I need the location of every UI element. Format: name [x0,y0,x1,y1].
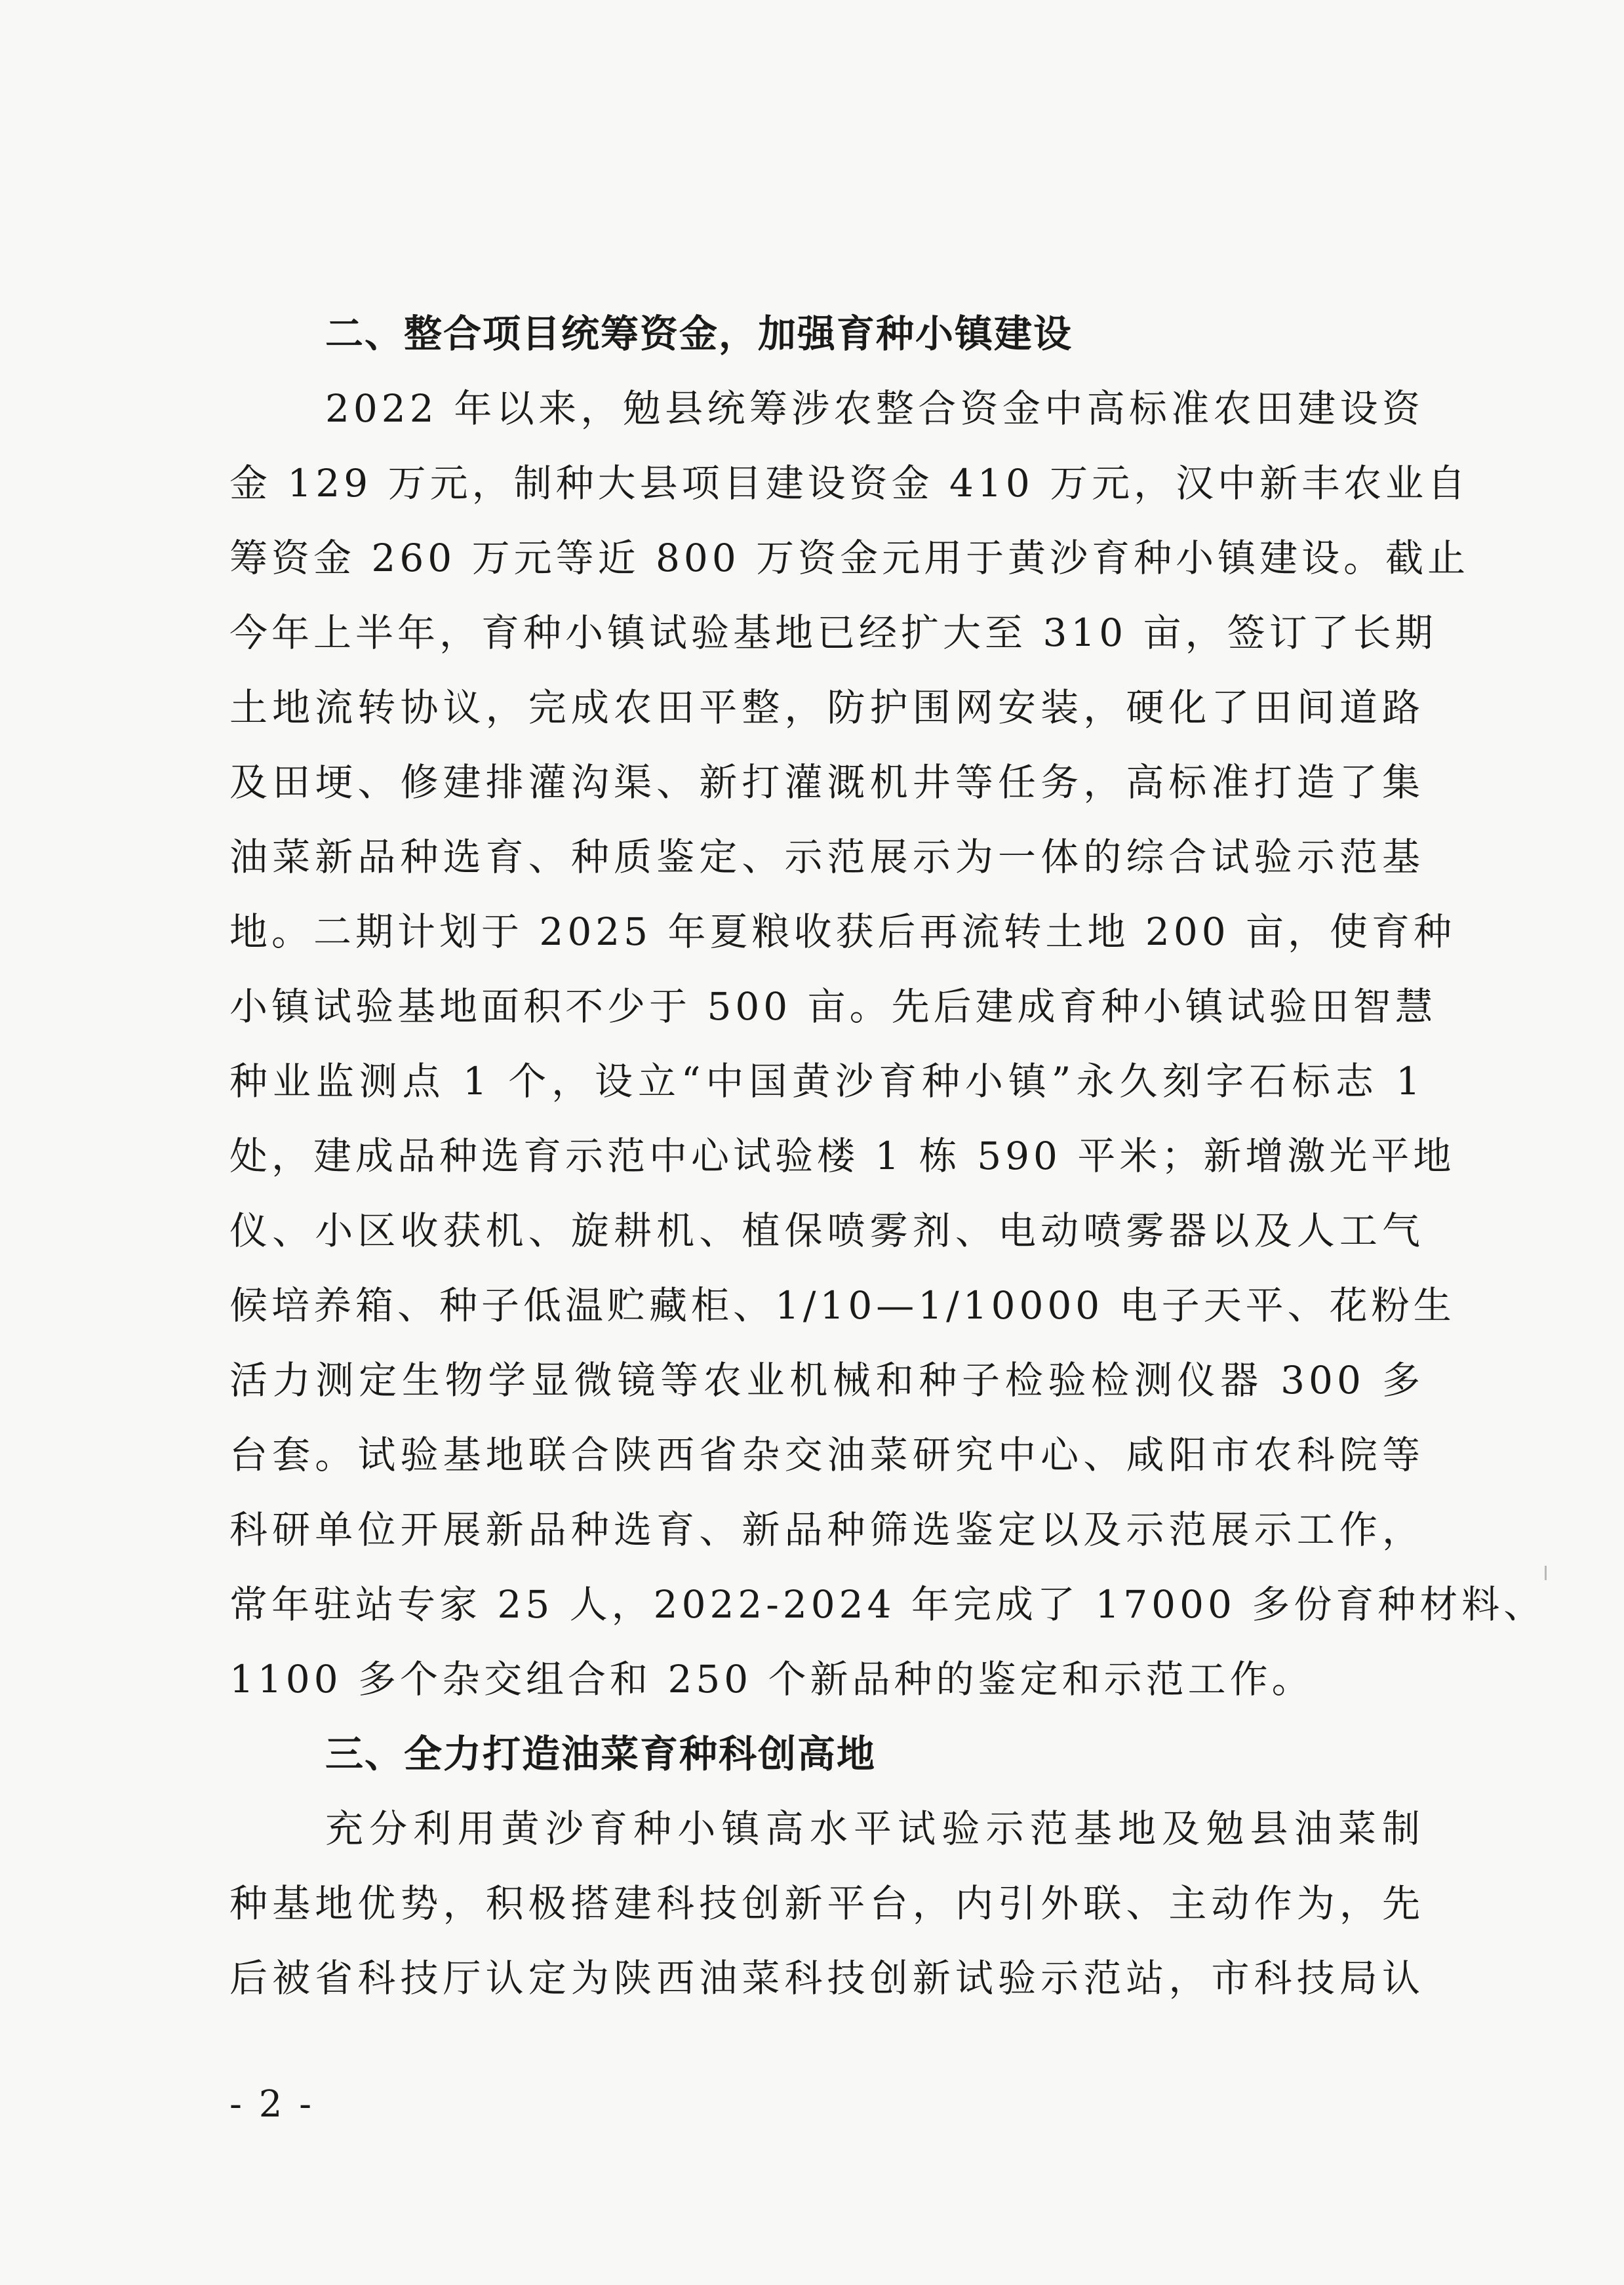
paragraph-line: 仪、小区收获机、旋耕机、植保喷雾剂、电动喷雾器以及人工气 [229,1208,1424,1253]
paragraph-line: 处，建成品种选育示范中心试验楼 1 栋 590 平米；新增激光平地 [229,1134,1456,1178]
page-number: - 2 - [229,2083,315,2126]
paragraph-line: 候培养箱、种子低温贮藏柜、1/10—1/10000 电子天平、花粉生 [229,1283,1456,1328]
paragraph-line: 小镇试验基地面积不少于 500 亩。先后建成育种小镇试验田智慧 [229,984,1437,1029]
paragraph-line: 后被省科技厅认定为陕西油菜科技创新试验示范站，市科技局认 [229,1956,1424,2000]
paragraph-line: 台套。试验基地联合陕西省杂交油菜研究中心、咸阳市农科院等 [229,1433,1424,1477]
paragraph-line: 活力测定生物学显微镜等农业机械和种子检验检测仪器 300 多 [229,1358,1424,1402]
paragraph-line: 2022 年以来，勉县统筹涉农整合资金中高标准农田建设资 [325,386,1424,431]
section-2-paragraph [229,371,1546,1717]
section-3-paragraph [229,1791,1424,2016]
paragraph-line: 常年驻站专家 25 人，2022-2024 年完成了 17000 多份育种材料、 [229,1582,1546,1627]
paragraph-line: 科研单位开展新品种选育、新品种筛选鉴定以及示范展示工作， [229,1507,1424,1552]
paragraph-line: 充分利用黄沙育种小镇高水平试验示范基地及勉县油菜制 [325,1806,1424,1851]
section-heading-3: 三、全力打造油菜育种科创高地 [325,1732,877,1776]
paragraph-line: 种业监测点 1 个，设立“中国黄沙育种小镇”永久刻字石标志 1 [229,1059,1424,1103]
scan-artifact [1545,1566,1547,1580]
paragraph-line: 今年上半年，育种小镇试验基地已经扩大至 310 亩，签订了长期 [229,610,1437,655]
document-body [229,296,1546,2016]
paragraph-line: 筹资金 260 万元等近 800 万资金元用于黄沙育种小镇建设。截止 [229,536,1470,580]
paragraph-line: 土地流转协议，完成农田平整，防护围网安装，硬化了田间道路 [229,685,1424,730]
paragraph-line: 金 129 万元，制种大县项目建设资金 410 万元，汉中新丰农业自 [229,461,1470,506]
paragraph-line: 地。二期计划于 2025 年夏粮收获后再流转土地 200 亩，使育种 [229,909,1456,954]
paragraph-line: 及田埂、修建排灌沟渠、新打灌溉机井等任务，高标准打造了集 [229,760,1424,805]
paragraph-line: 种基地优势，积极搭建科技创新平台，内引外联、主动作为，先 [229,1881,1424,1926]
paragraph-line: 油菜新品种选育、种质鉴定、示范展示为一体的综合试验示范基 [229,835,1424,879]
section-heading-2: 二、整合项目统筹资金，加强育种小镇建设 [325,311,1073,356]
paragraph-line: 1100 多个杂交组合和 250 个新品种的鉴定和示范工作。 [229,1657,1314,1701]
